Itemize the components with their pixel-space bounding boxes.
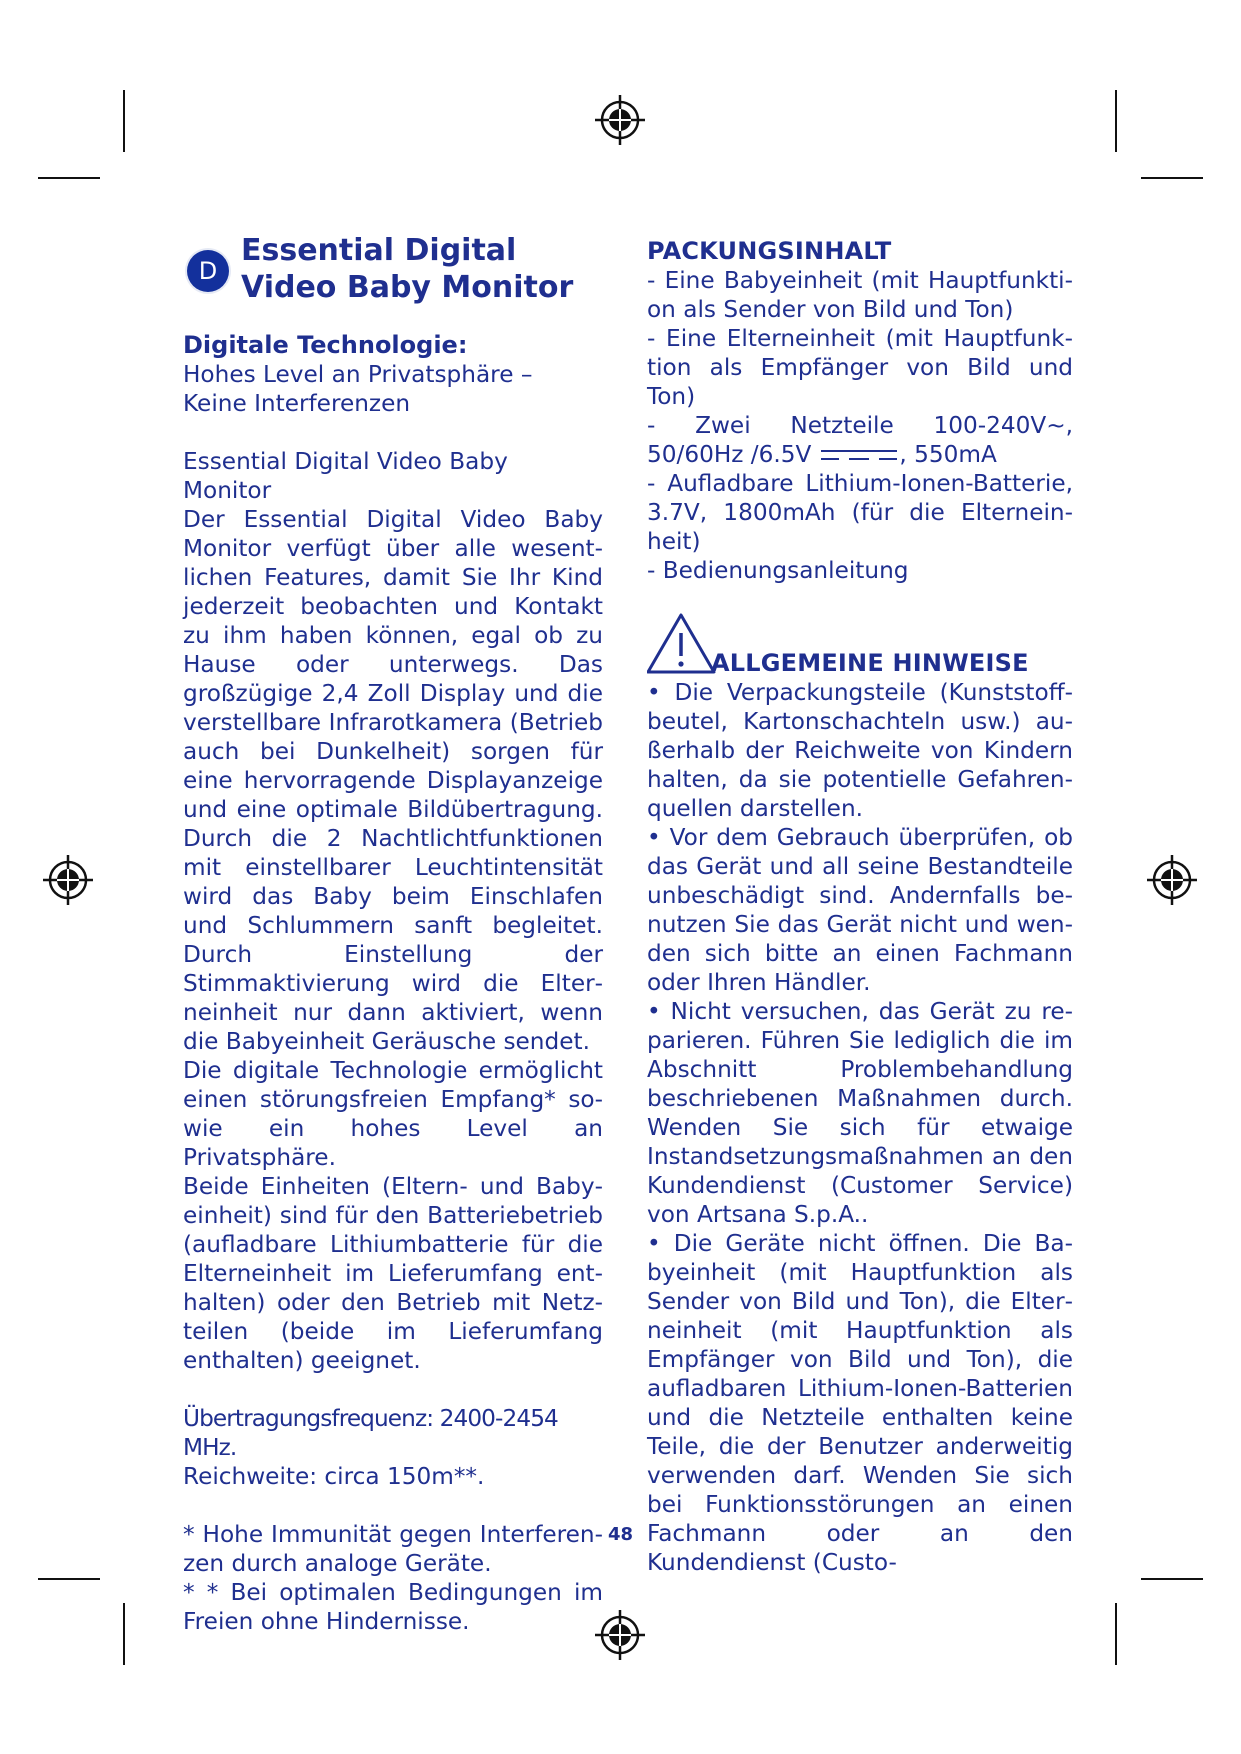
registration-mark-icon	[593, 93, 647, 147]
crop-mark-bottom-right-horizontal	[1141, 1578, 1203, 1580]
crop-mark-top-right-horizontal	[1141, 177, 1203, 179]
title-block	[183, 232, 603, 306]
document-title: Essential Digital Video Baby Monitor	[241, 233, 574, 305]
technology-heading: Digitale Technologie:	[183, 331, 468, 359]
package-item: - Aufladbare Lithium-Ionen-Batterie, 3.7V, 1800mAh (für die Elterneinheit)	[647, 470, 1073, 555]
crop-mark-top-left-horizontal	[38, 177, 100, 179]
general-notes-heading: ALLGEMEINE HINWEISE	[711, 649, 1029, 677]
package-item: - Eine Babyeinheit (mit Hauptfunktion als Sender von Bild und Ton)	[647, 267, 1073, 323]
language-badge: D	[187, 250, 229, 292]
crop-mark-bottom-left-vertical	[123, 1603, 125, 1665]
product-description: Der Essential Digital Video Baby Monitor verfügt über alle wesentlichen Features, damit Sie Ihr Kind jederzeit beobachten und Kontakt zu ihm haben können, egal ob zu Hause oder unterwegs. Das großzügige 2,4 Zoll Display und die verstellbare Infrarotkamera (Betrieb auch bei Dunkelheit) sorgen für eine hervorragende Displayanzeige und eine optimale Bildübertragung. Durch die 2 Nachtlichtfunktionen mit einstellbarer Leuchtintensität wird das Baby beim Einschlafen und Schlummern sanft begleitet. Durch Einstellung der Stimmaktivierung wird die Elterneinheit nur dann aktiviert, wenn die Babyeinheit Geräusche sendet.	[183, 506, 603, 1055]
page-number: 48	[607, 1524, 634, 1545]
product-line: Essential Digital Video Baby Monitor	[183, 448, 508, 504]
technology-text: Hohes Level an Privatsphäre – Keine Interferenzen	[183, 361, 533, 417]
general-notes-header	[647, 612, 1073, 678]
footnote-conditions: * * Bei optimalen Bedingungen im Freien ohne Hindernisse.	[183, 1579, 603, 1635]
note-item: • Die Geräte nicht öffnen. Die Babyeinheit (mit Hauptfunktion als Sender von Bild und Ton), die Elterneinheit (mit Hauptfunktion als Empfänger von Bild und Ton), die aufladbaren Lithium-Ionen-Batterien und die Netzteile enthalten keine Teile, die der Benutzer anderweitig verwenden darf. Wenden Sie sich bei Funktionsstörungen an einen Fachmann oder an den Kundendienst (Custo-	[647, 1230, 1073, 1576]
footnote-interference: * Hohe Immunität gegen Interferenzen durch analoge Geräte.	[183, 1521, 603, 1577]
dc-current-symbol-icon	[819, 447, 899, 463]
package-item: - Eine Elterneinheit (mit Hauptfunktion als Empfänger von Bild und Ton)	[647, 325, 1073, 410]
registration-mark-icon	[1145, 853, 1199, 907]
note-item: • Die Verpackungsteile (Kunststoffbeutel, Kartonschachteln usw.) außerhalb der Reichweite von Kindern halten, da sie potentielle Gefahrenquellen darstellen.	[647, 679, 1073, 822]
battery-text: Beide Einheiten (Eltern- und Babyeinheit) sind für den Batteriebetrieb (aufladbare Lithiumbatterie für die Elterneinheit im Lieferumfang enthalten) oder den Betrieb mit Netzteilen (beide im Lieferumfang enthalten) geeignet.	[183, 1173, 603, 1374]
crop-mark-top-left-vertical	[123, 90, 125, 152]
frequency-text: Übertragungsfrequenz: 2400-2454 MHz.	[183, 1405, 558, 1461]
crop-mark-top-right-vertical	[1115, 90, 1117, 152]
crop-mark-bottom-right-vertical	[1115, 1603, 1117, 1665]
package-item-power-b: , 550mA	[899, 441, 997, 468]
package-item-power	[647, 411, 1073, 469]
left-column	[183, 232, 603, 1636]
package-item: - Bedienungsanleitung	[647, 557, 909, 584]
right-column	[647, 236, 1073, 1577]
package-item-power-a: - Zwei Netzteile 100-240V~, 50/60Hz /6.5V	[647, 412, 1073, 468]
registration-mark-icon	[41, 853, 95, 907]
crop-mark-bottom-left-horizontal	[38, 1578, 100, 1580]
warning-triangle-icon	[647, 612, 721, 676]
range-text: Reichweite: circa 150m**.	[183, 1463, 485, 1490]
package-contents-heading: PACKUNGSINHALT	[647, 237, 892, 265]
digital-technology-text: Die digitale Technologie ermöglicht einen störungsfreien Empfang* sowie ein hohes Level an Privatsphäre.	[183, 1057, 603, 1171]
note-item: • Vor dem Gebrauch überprüfen, ob das Gerät und all seine Bestandteile unbeschädigt sind. Andernfalls benutzen Sie das Gerät nicht und wenden sich bitte an einen Fachmann oder Ihren Händler.	[647, 824, 1073, 996]
note-item: • Nicht versuchen, das Gerät zu reparieren. Führen Sie lediglich die im Abschnitt Problembehandlung beschriebenen Maßnahmen durch. Wenden Sie sich für etwaige Instandsetzungsmaßnahmen an den Kundendienst (Customer Service) von Artsana S.p.A..	[647, 998, 1073, 1228]
